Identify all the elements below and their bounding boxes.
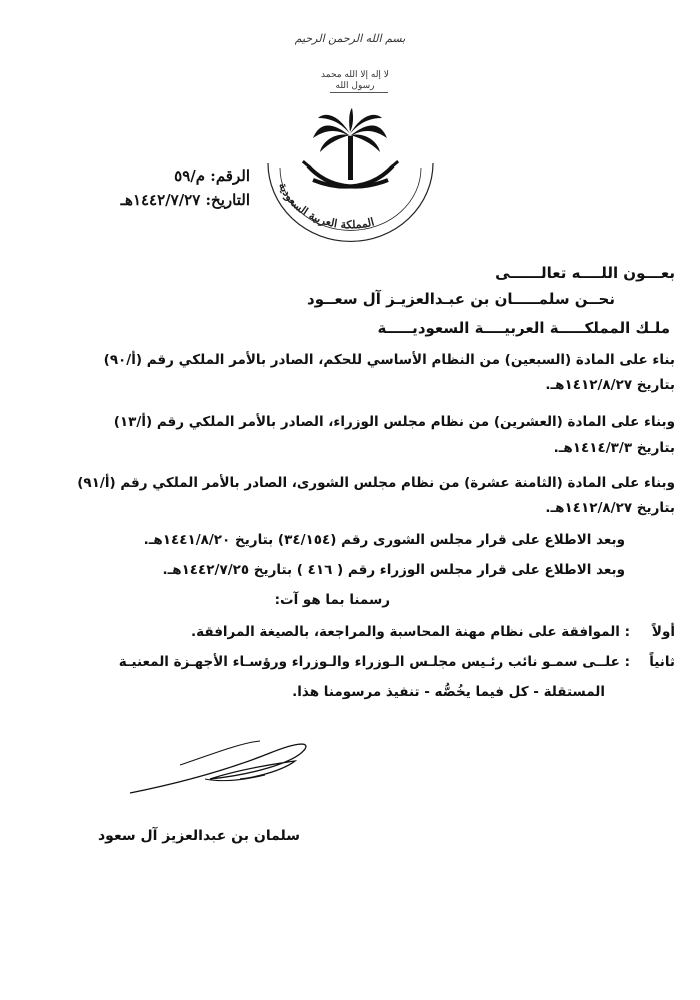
emblem-caption: المملكة العربية السعودية [276, 180, 376, 232]
reference-number: الرقم: م/٥٩ [174, 167, 250, 185]
preamble-line: بتاريخ ١٤١٢/٨/٢٧هـ. [545, 500, 675, 516]
review-cabinet-line: وبعد الاطلاع على قرار مجلس الوزراء رقم ( ٤١٦ ) بتاريخ ١٤٤٢/٧/٢٥هـ. [162, 562, 625, 578]
review-shura-line: وبعد الاطلاع على قرار مجلس الشورى رقم (٣٤/١٥٤) بتاريخ ١٤٤١/٨/٢٠هـ. [143, 532, 625, 548]
reference-block [40, 164, 250, 212]
opening-line: بعـــون اللــــه تعالــــــى [495, 264, 675, 282]
item-label: ثانياً [649, 654, 675, 670]
document-title: ملـك المملكـــــة العربيــــة السعوديـــــة [377, 319, 670, 337]
saudi-emblem-icon [258, 108, 443, 248]
reference-date: التاريخ: ١٤٤٢/٧/٢٧هـ [120, 191, 250, 209]
item-label: أولاً [651, 624, 675, 640]
preamble-line: بتاريخ ١٤١٤/٣/٣هـ. [553, 440, 675, 456]
preamble-line: وبناء على المادة (العشرين) من نظام مجلس الوزراء، الصادر بالأمر الملكي رقم (أ/١٣) [113, 414, 675, 430]
shahada-text: لا إله إلا الله محمد رسول الله [321, 70, 389, 91]
preamble-line: وبناء على المادة (الثامنة عشرة) من نظام مجلس الشورى، الصادر بالأمر الملكي رقم (أ/٩١) [77, 475, 675, 491]
signatory-name: سلمان بن عبدالعزيز آل سعود [97, 828, 300, 844]
item-text: : علــى سمـو نائب رئـيس مجلـس الـوزراء والـوزراء ورؤسـاء الأجهـزة المعنيـة [118, 654, 630, 670]
issuer-line: نحــن سلمـــــان بن عبـدالعزيـز آل سعــود [307, 290, 615, 308]
signature-icon [120, 735, 320, 805]
preamble-line: بتاريخ ١٤١٢/٨/٢٧هـ. [545, 377, 675, 393]
item-text-continued: المستقلة - كل فيما يخُصُّه - تنفيذ مرسومنا هذا. [292, 684, 605, 700]
preamble-line: بناء على المادة (السبعين) من النظام الأساسي للحكم، الصادر بالأمر الملكي رقم (أ/٩٠) [103, 352, 675, 368]
shahada-underline [330, 92, 388, 93]
item-text: : الموافقة على نظام مهنة المحاسبة والمراجعة، بالصيغة المرافقة. [191, 624, 630, 640]
decree-intro: رسمنا بما هو آت: [274, 592, 390, 608]
basmala: بسم الله الرحمن الرحيم [294, 32, 406, 45]
